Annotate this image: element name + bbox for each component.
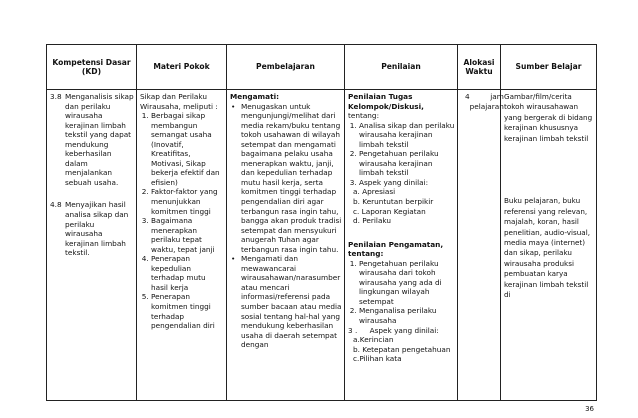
list-item: 3. Aspek yang dinilai:	[359, 178, 455, 188]
list-item: 1. Analisa sikap dan perilaku wirausaha kerajinan limbah tekstil	[359, 121, 455, 150]
header-alokasi: Alokasi Waktu	[458, 45, 501, 90]
sumber-block-media: Gambar/film/cerita tokoh wirausahawan yang bergerak di bidang kerajinan khususnya kerajinan limbah tekstil	[504, 92, 593, 143]
aspect-item: b. Keruntutan berpikir	[353, 197, 434, 207]
pembelajaran-title: Mengamati:	[230, 92, 279, 101]
kd-item	[50, 92, 134, 187]
list-item: 1. Berbagai sikap membangun semangat usaha (Inovatif, Kreatifitas, Motivasi, Sikap bekerja efektif dan efisien)	[151, 111, 224, 187]
tugas-title: Penilaian Tugas Kelompok/Diskusi,	[348, 92, 424, 111]
kd-cell	[47, 90, 137, 401]
tugas-list	[348, 121, 455, 188]
pembelajaran-list	[230, 102, 342, 350]
list-item: 2. Menganalisa perilaku wirausaha	[359, 306, 455, 325]
pengamatan-aspects	[348, 335, 455, 364]
pengamatan-subtitle: tentang:	[348, 249, 384, 259]
list-item: 3. Bagaimana menerapkan perilaku tepat waktu, tepat janji	[151, 216, 224, 254]
alokasi-unit: jam pelajaran	[469, 92, 504, 111]
list-item: • Menugaskan untuk mengunjungi/melihat dari media rekam/buku tentang tokoh usahawan di wilayah setempat dan mengamati bagaimana pelaku usaha menerapkan waktu, janji, dan kepedulian terhadap mutu hasil kerja, serta komitmen tinggi terhadap pengendalian diri agar terbangun rasa ingin tahu, bangga akan produk tradisi setempat dan mensyukuri anugerah Tuhan agar terbangun rasa ingin tahu.	[238, 102, 342, 255]
header-penilaian: Penilaian	[345, 45, 458, 90]
pengamatan-aspect-heading	[348, 326, 455, 336]
tugas-subtitle: tentang:	[348, 111, 380, 121]
header-materi: Materi Pokok	[137, 45, 227, 90]
aspect-item: d. Perilaku	[353, 216, 392, 226]
list-item: 2. Faktor-faktor yang menunjukkan komitmen tinggi	[151, 187, 224, 216]
sumber-block-books: Buku pelajaran, buku referensi yang relevan, majalah, koran, hasil penelitian, audio-visual, media maya (internet) dan sikap, perilaku wirausaha produksi pembuatan karya kerajinan limbah tekstil di	[504, 196, 590, 300]
header-pembelajaran: Pembelajaran	[227, 45, 345, 90]
list-item: 1. Pengetahuan perilaku wirausaha dari tokoh wirausaha yang ada di lingkungan wilayah setempat	[359, 259, 455, 307]
page-number: 36	[585, 405, 594, 413]
syllabus-table	[46, 44, 597, 401]
list-item: 2. Pengetahuan perilaku wirausaha kerajinan limbah tekstil	[359, 149, 455, 178]
curriculum-sheet	[46, 44, 596, 401]
penilaian-cell	[345, 90, 458, 401]
header-sumber: Sumber Belajar	[501, 45, 597, 90]
header-row	[47, 45, 597, 90]
kd-number: 4.8	[50, 200, 62, 210]
aspect-label: Aspek yang dinilai:	[369, 325, 439, 335]
kd-number: 3.8	[50, 92, 62, 101]
list-item: 4. Penerapan kepedulian terhadap mutu hasil kerja	[151, 254, 224, 292]
kd-item	[50, 200, 134, 257]
aspect-number: 3 .	[348, 325, 358, 335]
aspect-item: c. Laporan Kegiatan	[353, 206, 426, 216]
aspect-item: a.Kerincian	[353, 335, 394, 345]
header-kd: Kompetensi Dasar (KD)	[47, 45, 137, 90]
pembelajaran-cell	[227, 90, 345, 401]
content-row	[47, 90, 597, 401]
materi-list	[140, 111, 224, 331]
pengamatan-list	[348, 259, 455, 326]
list-item: 5. Penerapan komitmen tinggi terhadap pengendalian diri	[151, 292, 224, 330]
tugas-aspects	[348, 187, 455, 225]
kd-text: Menyajikan hasil analisa sikap dan perilaku wirausaha kerajinan limbah tekstil.	[65, 200, 129, 258]
aspect-item: c.Pilihan kata	[353, 354, 402, 364]
alokasi-cell	[458, 90, 504, 401]
aspect-item: a. Apresiasi	[353, 187, 396, 197]
pengamatan-title: Penilaian Pengamatan,	[348, 239, 444, 249]
kd-text: Menganalisis sikap dan perilaku wirausaha kerajinan limbah tekstil yang dapat mendukung keberhasilan dalam menjalankan sebuah usaha.	[65, 92, 134, 187]
alokasi-number: 4	[465, 92, 470, 101]
aspect-item: b. Ketepatan pengetahuan	[353, 344, 451, 354]
sumber-cell	[501, 90, 597, 401]
materi-intro: Sikap dan Perilaku Wirausaha, meliputi :	[140, 92, 218, 111]
alokasi-value	[461, 92, 504, 111]
materi-cell	[137, 90, 227, 401]
list-item: • Mengamati dan mewawancarai wirausahawan/narasumber atau mencari informasi/referensi pada sumber bacaan atau media sosial tentang hal-hal yang mendukung keberhasilan usaha di daerah setempat dengan	[238, 254, 342, 349]
